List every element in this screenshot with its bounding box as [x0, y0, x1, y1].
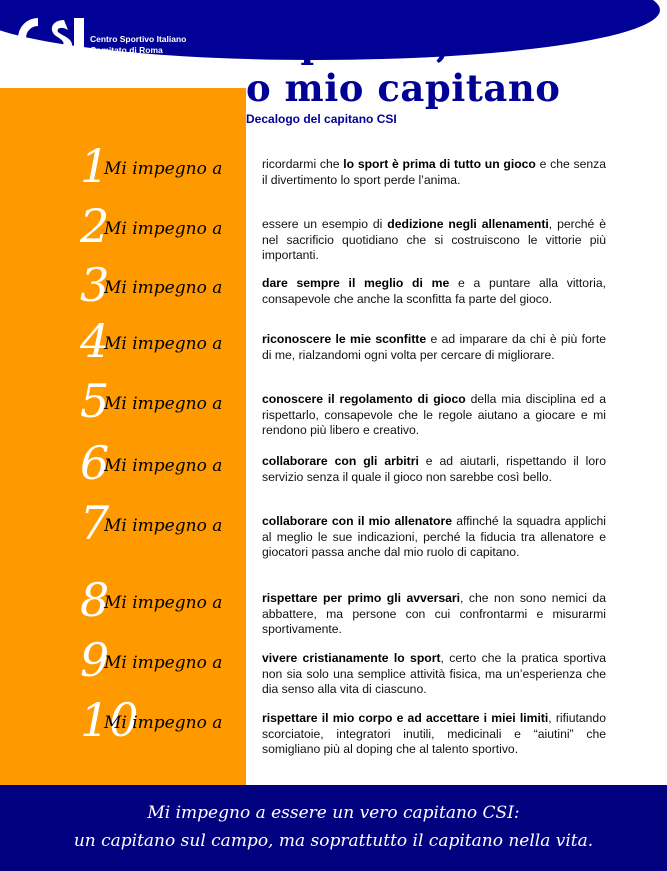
pledge-label: Mi impegno a	[104, 593, 223, 613]
item-text-highlight: dedizione negli allenamenti	[387, 217, 549, 231]
item-text	[262, 392, 606, 439]
item-text-highlight: rispettare il mio corpo e ad accettare i miei limiti	[262, 711, 549, 725]
pledge-label: Mi impegno a	[104, 394, 223, 414]
item-number: 1	[80, 139, 110, 193]
org-line-2: Comitato di Roma	[90, 45, 163, 55]
pledge-label: Mi impegno a	[104, 516, 223, 536]
item-text-rest: della mia disciplina ed a rispettarlo, consapevole che le regole aiutano a giocare e mi rendono più libero e creativo.	[262, 392, 606, 437]
item-number: 3	[80, 258, 110, 312]
item-text	[262, 514, 606, 561]
item-text-rest: e ad aiutarli, rispettando il loro servizio senza il quale il gioco non sarebbe così bello.	[262, 454, 606, 484]
footer-banner	[0, 785, 667, 871]
item-text-rest: e che senza il divertimento lo sport perde l’anima.	[262, 157, 606, 187]
item-text-lead: ricordarmi che	[262, 157, 344, 171]
item-text	[262, 591, 606, 638]
item-number: 4	[80, 314, 110, 368]
item-text-highlight: dare sempre il meglio di me	[262, 276, 450, 290]
item-text	[262, 651, 606, 698]
org-line-1: Centro Sportivo Italiano	[90, 34, 187, 44]
item-text	[262, 157, 606, 188]
pledge-label: Mi impegno a	[104, 653, 223, 673]
footer-line-2: un capitano sul campo, ma soprattutto il capitano nella vita.	[73, 831, 594, 851]
organization-name	[90, 34, 186, 56]
pledge-label: Mi impegno a	[104, 713, 223, 733]
item-text	[262, 332, 606, 363]
item-number: 7	[80, 496, 110, 550]
pledge-label: Mi impegno a	[104, 334, 223, 354]
item-text-highlight: rispettare per primo gli avversari	[262, 591, 461, 605]
item-number: 10	[80, 693, 139, 747]
pledge-label: Mi impegno a	[104, 278, 223, 298]
item-text-rest: , perché è nel sacrificio quotidiano che si costruiscono le vittorie più importanti.	[262, 217, 607, 262]
item-number: 9	[80, 633, 110, 687]
item-number: 8	[80, 573, 110, 627]
item-text-highlight: vivere cristianamente lo sport	[262, 651, 441, 665]
item-text-highlight: collaborare con gli arbitri	[262, 454, 419, 468]
item-text-lead: essere un esempio di	[262, 217, 388, 231]
item-text-rest: e a puntare alla vittoria, consapevole che anche la sconfitta fa parte del gioco.	[262, 276, 607, 306]
page-title	[246, 22, 560, 110]
item-text	[262, 276, 606, 307]
item-text-highlight: collaborare con il mio allenatore	[262, 514, 453, 528]
item-number: 2	[80, 199, 110, 253]
item-text-rest: affinché la squadra applichi al meglio le sue indicazioni, perché la fiducia tra allenatore e giocatori passa anche dal mio ruolo di capitano.	[262, 514, 606, 559]
title-line-2: o mio capitano	[246, 66, 561, 110]
title-line-1: Capitano,	[246, 22, 450, 66]
item-text	[262, 217, 606, 264]
csi-logo	[12, 12, 90, 64]
page-subtitle: Decalogo del capitano CSI	[246, 112, 397, 126]
pledge-label: Mi impegno a	[104, 219, 223, 239]
item-text-rest: , certo che la pratica sportiva non sia solo una semplice attività fisica, ma un’esperienza che dia senso alla vita di ciascuno.	[262, 651, 606, 696]
item-text-rest: , rifiutando scorciatoie, integratori inutili, medicinali e “aiutini” che somigliano più al doping che al talento sportivo.	[262, 711, 606, 756]
footer-line-1: Mi impegno a essere un vero capitano CSI:	[147, 803, 520, 823]
item-text	[262, 711, 606, 758]
item-number: 5	[80, 374, 110, 428]
orange-column	[0, 88, 246, 785]
item-text-rest: e ad imparare da chi è più forte di me, rialzandomi ogni volta per cercare di migliorare.	[262, 332, 606, 362]
pledge-label: Mi impegno a	[104, 456, 223, 476]
pledge-label: Mi impegno a	[104, 159, 223, 179]
item-text-highlight: conoscere il regolamento di gioco	[262, 392, 466, 406]
item-text-highlight: lo sport è prima di tutto un gioco	[343, 157, 536, 171]
item-text	[262, 454, 606, 485]
item-text-highlight: riconoscere le mie sconfitte	[262, 332, 427, 346]
item-text-rest: , che non sono nemici da abbattere, ma persone con cui confrontarmi e misurarmi sportivamente.	[262, 591, 606, 636]
item-number: 6	[80, 436, 110, 490]
